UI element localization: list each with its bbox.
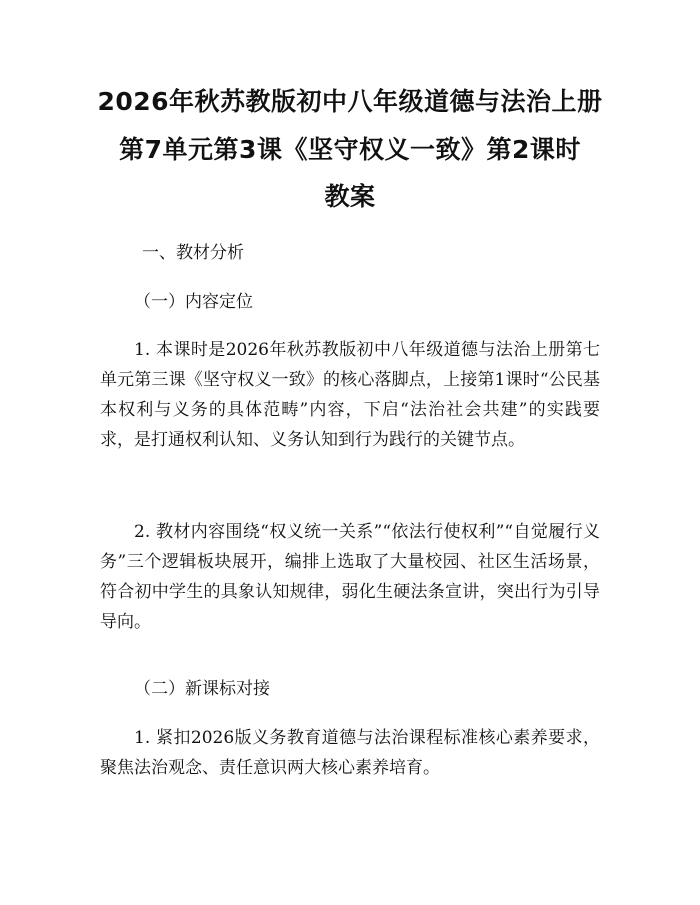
paragraph-3: 1. 紧扣2026版义务教育道德与法治课程标准核心素养要求，聚焦法治观念、责任意识两大核心素养培育。 (100, 728, 600, 778)
document-title-line-1: 2026年秋苏教版初中八年级道德与法治上册 (97, 87, 603, 116)
document-title-line-2: 第7单元第3课《坚守权义一致》第2课时 (119, 135, 581, 164)
section-heading-textbook-analysis: 一、教材分析 (142, 243, 244, 263)
document-title-line-3: 教案 (324, 182, 376, 211)
paragraph-2: 2. 教材内容围绕“权义统一关系”“依法行使权利”“自觉履行义务”三个逻辑板块展开，编排上选取了大量校园、社区生活场景，符合初中学生的具象认知规律，弱化生硬法条宣讲，突出行为引导导向。 (100, 522, 600, 632)
subsection-heading-content-positioning: （一）内容定位 (134, 292, 253, 312)
paragraph-1: 1. 本课时是2026年秋苏教版初中八年级道德与法治上册第七单元第三课《坚守权义一致》的核心落脚点，上接第1课时“公民基本权利与义务的具体范畴”内容，下启“法治社会共建”的实践要求，是打通权利认知、义务认知到行为践行的关键节点。 (100, 340, 600, 450)
subsection-heading-curriculum-standards: （二）新课标对接 (134, 679, 270, 699)
